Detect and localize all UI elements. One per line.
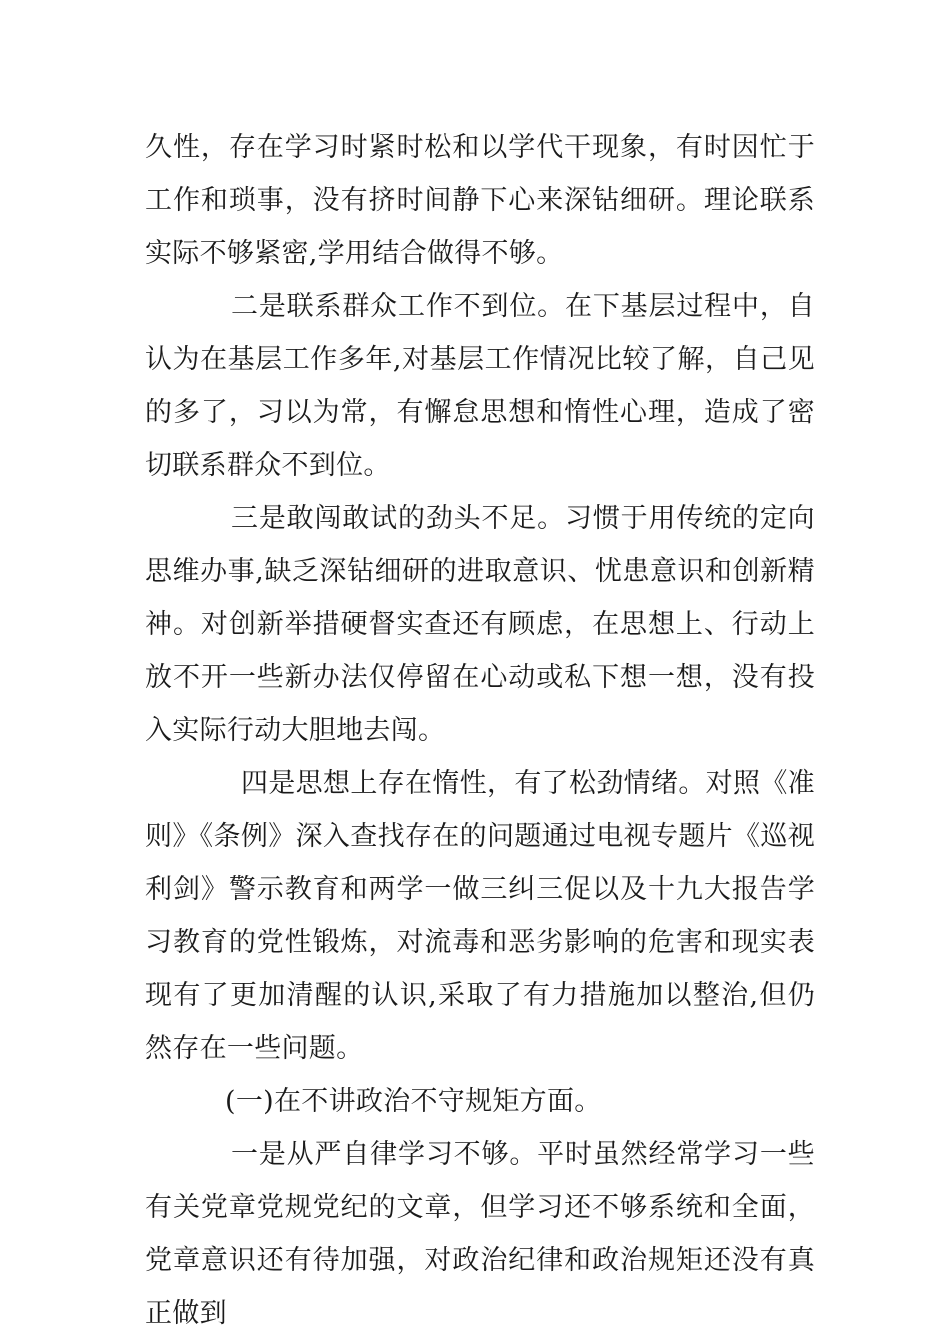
paragraph-point-two: 二是联系群众工作不到位。在下基层过程中，自认为在基层工作多年,对基层工作情况比较了解，自己见的多了，习以为常，有懈怠思想和惰性心理，造成了密切联系群众不到位。 xyxy=(145,291,815,481)
paragraph-section-one-point-one: 一是从严自律学习不够。平时虽然经常学习一些有关党章党规党纪的文章，但学习还不够系统和全面，党章意识还有待加强，对政治纪律和政治规矩还没有真正做到 xyxy=(145,1139,815,1329)
document-body xyxy=(145,121,815,1340)
section-heading-one: (一)在不讲政治不守规矩方面。 xyxy=(225,1086,602,1117)
paragraph-point-three: 三是敢闯敢试的劲头不足。习惯于用传统的定向思维办事,缺乏深钻细研的进取意识、忧患意识和创新精神。对创新举措硬督实查还有顾虑，在思想上、行动上放不开一些新办法仅停留在心动或私下想一想，没有投入实际行动大胆地去闯。 xyxy=(145,503,815,746)
paragraph-continuation: 久性，存在学习时紧时松和以学代干现象，有时因忙于工作和琐事，没有挤时间静下心来深钻细研。理论联系实际不够紧密,学用结合做得不够。 xyxy=(145,132,815,269)
paragraph-point-four: 四是思想上存在惰性，有了松劲情绪。对照《准则》《条例》深入查找存在的问题通过电视专题片《巡视利剑》警示教育和两学一做三纠三促以及十九大报告学习教育的党性锻炼，对流毒和恶劣影响的危害和现实表现有了更加清醒的认识,采取了有力措施加以整治,但仍然存在一些问题。 xyxy=(145,768,815,1064)
